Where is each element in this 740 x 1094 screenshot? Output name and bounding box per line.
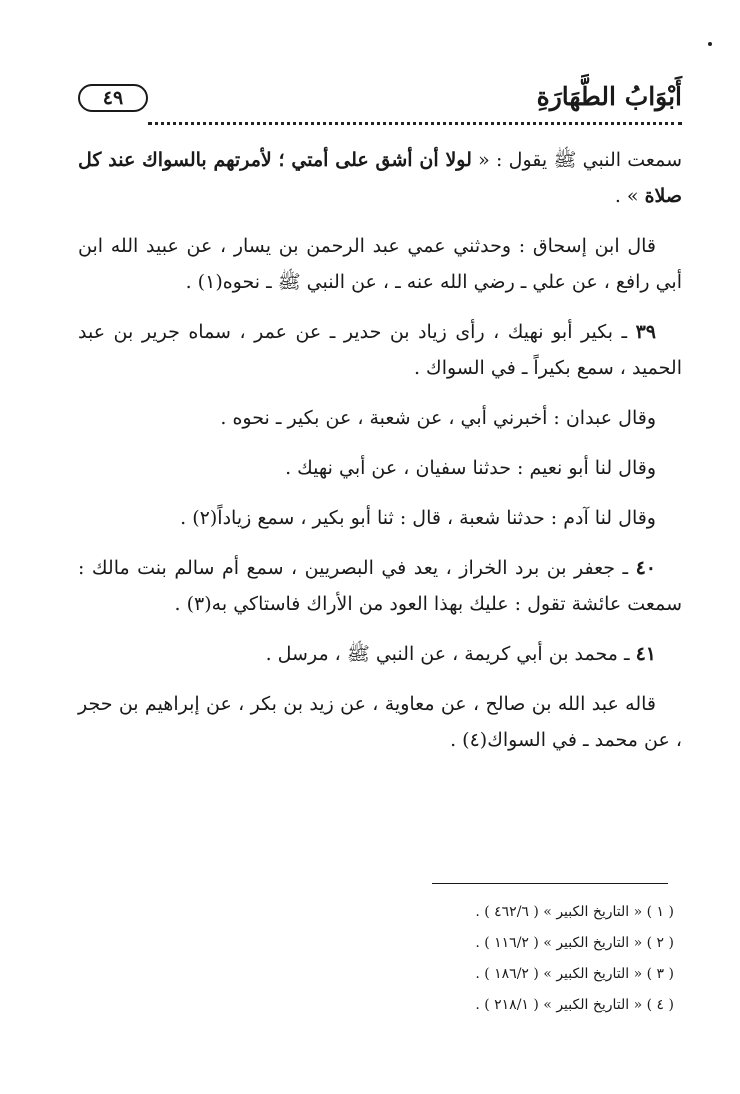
paragraph: وقال عبدان : أخبرني أبي ، عن شعبة ، عن بكير ـ نحوه . xyxy=(220,407,656,429)
page-header xyxy=(78,82,682,128)
chapter-title: أَبْوَابُ الطَّهَارَةِ xyxy=(536,82,682,111)
page-number-badge: ٤٩ xyxy=(78,84,148,112)
main-text xyxy=(78,142,682,772)
footnotes xyxy=(78,897,682,1021)
page-speck xyxy=(708,42,712,46)
paragraph: سمعت النبي ﷺ يقول : « لولا أن أشق على أمتي ؛ لأمرتهم بالسواك عند كل صلاة » . xyxy=(78,149,682,207)
numbered-entry: ٣٩ ـ بكير أبو نهيك ، رأى زياد بن حدير ـ عن عمر ، سماه جرير بن عبد الحميد ، سمع بكيراً ـ في السواك . xyxy=(78,321,682,379)
footnote: ( ٤ ) « التاريخ الكبير » ( ٢١٨/١ ) . xyxy=(475,997,674,1013)
paragraph: قاله عبد الله بن صالح ، عن معاوية ، عن زيد بن بكر ، عن إبراهيم بن حجر ، عن محمد ـ في السواك(٤) . xyxy=(78,693,682,751)
header-dotted-rule xyxy=(148,122,682,125)
footnote: ( ٢ ) « التاريخ الكبير » ( ١١٦/٢ ) . xyxy=(475,935,674,951)
numbered-entry: ٤١ ـ محمد بن أبي كريمة ، عن النبي ﷺ ، مرسل . xyxy=(265,643,656,665)
entry-number: ٣٩ xyxy=(635,321,656,343)
entry-number: ٤٠ xyxy=(635,557,656,579)
footnote-separator xyxy=(432,883,668,884)
paragraph: وقال لنا أبو نعيم : حدثنا سفيان ، عن أبي نهيك . xyxy=(285,457,656,479)
footnote: ( ٣ ) « التاريخ الكبير » ( ١٨٦/٢ ) . xyxy=(475,966,674,982)
footnote: ( ١ ) « التاريخ الكبير » ( ٤٦٢/٦ ) . xyxy=(475,904,674,920)
hadith-quote: لولا أن أشق على أمتي ؛ لأمرتهم بالسواك عند كل صلاة xyxy=(78,149,682,207)
paragraph: وقال لنا آدم : حدثنا شعبة ، قال : ثنا أبو بكير ، سمع زياداً(٢) . xyxy=(180,507,656,529)
entry-number: ٤١ xyxy=(635,643,656,665)
numbered-entry: ٤٠ ـ جعفر بن برد الخراز ، يعد في البصريين ، سمع أم سالم بنت مالك : سمعت عائشة تقول : عليك بهذا العود من الأراك فاستاكي به(٣) . xyxy=(78,557,682,615)
paragraph: قال ابن إسحاق : وحدثني عمي عبد الرحمن بن يسار ، عن عبيد الله ابن أبي رافع ، عن علي ـ رضي الله عنه ـ ، عن النبي ﷺ ـ نحوه(١) . xyxy=(78,235,682,293)
